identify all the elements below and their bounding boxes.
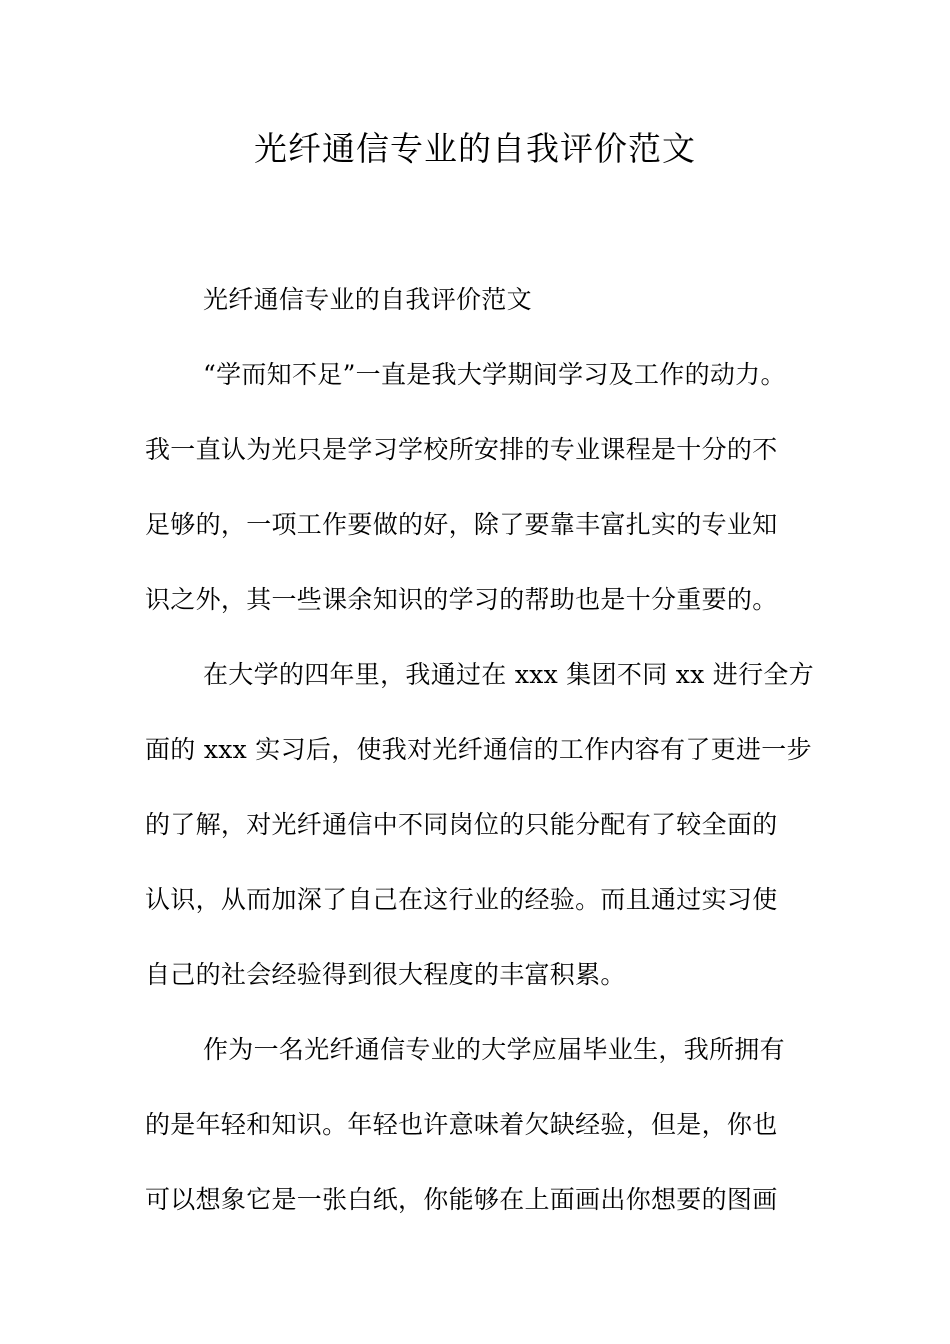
body-line: 在大学的四年里，我通过在 xxx 集团不同 xx 进行全方	[203, 660, 814, 689]
body-line: 我一直认为光只是学习学校所安排的专业课程是十分的不	[145, 435, 778, 464]
body-line: “学而知不足”一直是我大学期间学习及工作的动力。	[203, 360, 786, 389]
body-line: 光纤通信专业的自我评价范文	[203, 285, 532, 314]
body-line: 认识，从而加深了自己在这行业的经验。而且通过实习使	[145, 885, 778, 914]
body-line: 面的 xxx 实习后，使我对光纤通信的工作内容有了更进一步	[145, 735, 812, 764]
body-line: 可以想象它是一张白纸，你能够在上面画出你想要的图画	[145, 1185, 778, 1214]
body-line: 足够的，一项工作要做的好，除了要靠丰富扎实的专业知	[145, 510, 778, 539]
body-line: 的是年轻和知识。年轻也许意味着欠缺经验，但是，你也	[145, 1110, 778, 1139]
body-line: 的了解，对光纤通信中不同岗位的只能分配有了较全面的	[145, 810, 778, 839]
body-line: 自己的社会经验得到很大程度的丰富积累。	[145, 960, 626, 989]
document-title: 光纤通信专业的自我评价范文	[254, 129, 696, 168]
body-line: 识之外，其一些课余知识的学习的帮助也是十分重要的。	[145, 585, 778, 614]
document-body	[145, 280, 814, 1255]
body-line: 作为一名光纤通信专业的大学应届毕业生，我所拥有	[203, 1035, 785, 1064]
